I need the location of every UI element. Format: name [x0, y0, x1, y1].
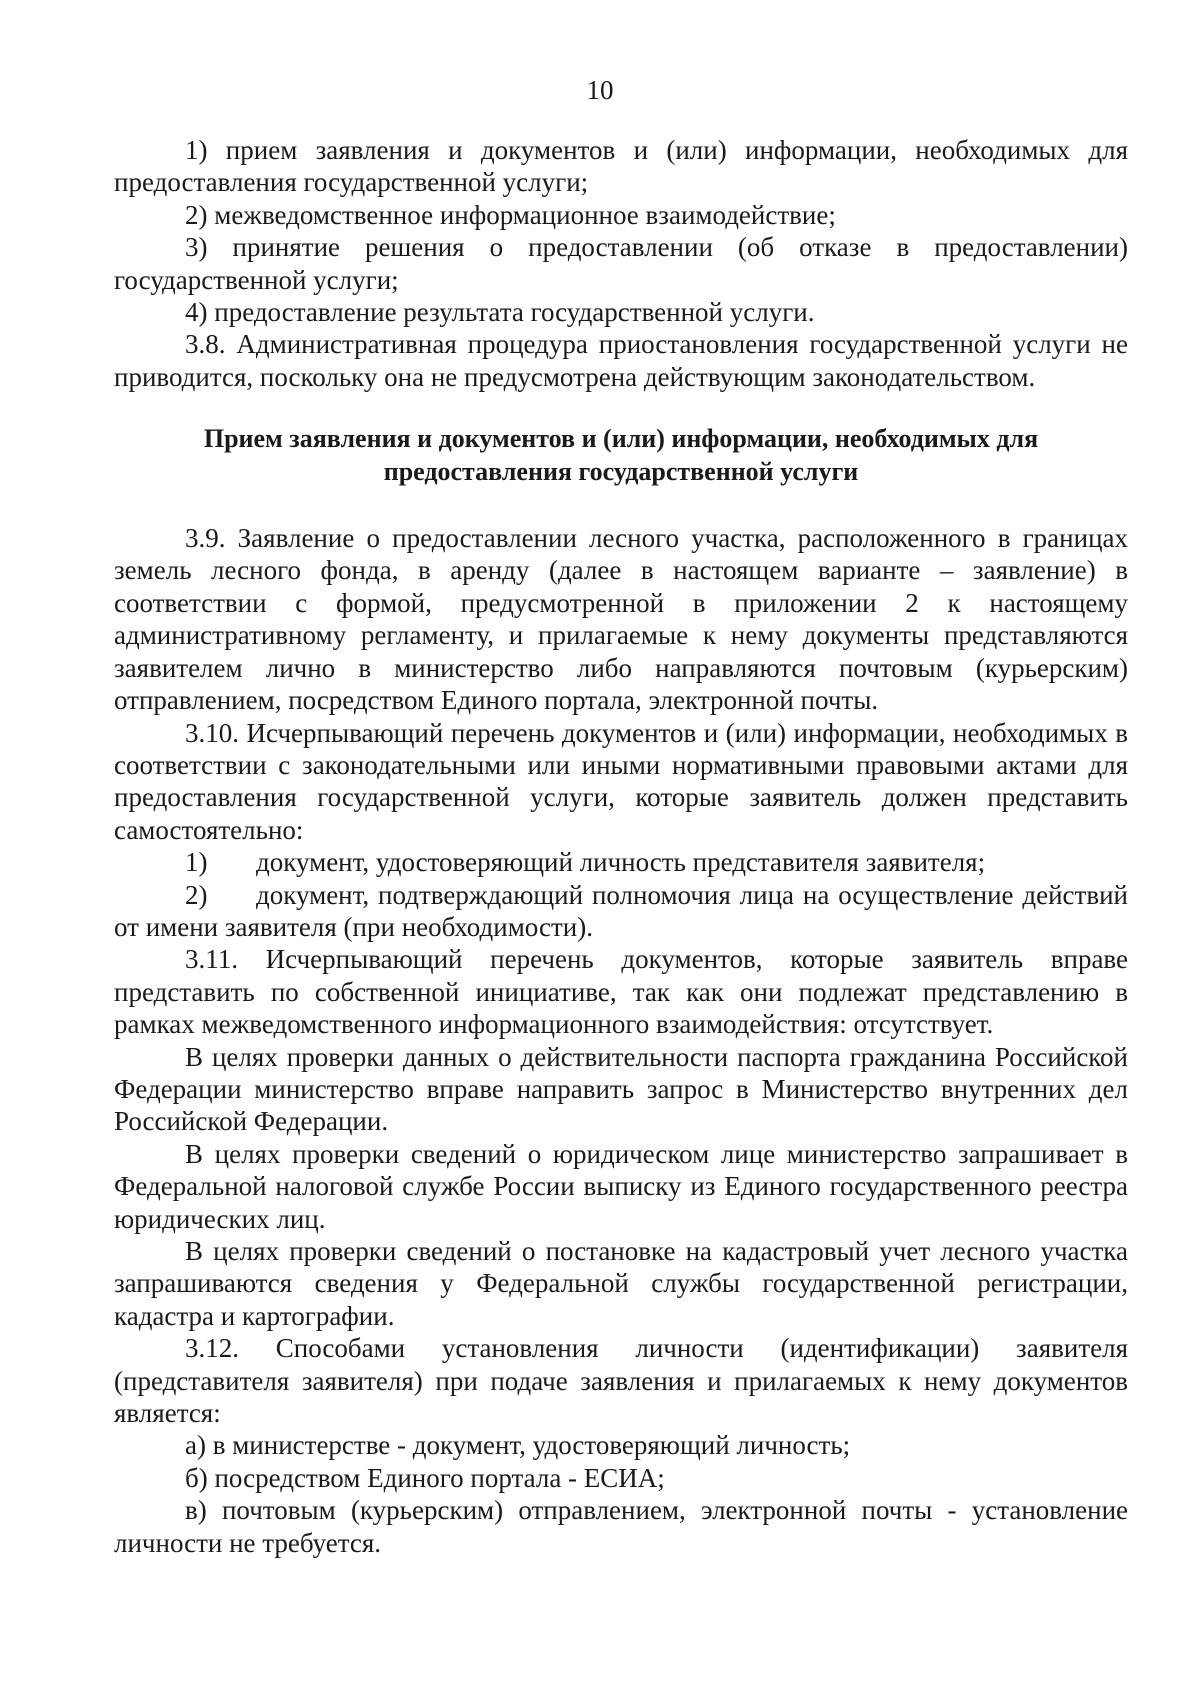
docs-list-item-2 — [114, 879, 1128, 944]
paragraph-3-11: 3.11. Исчерпывающий перечень документов, которые заявитель вправе представить по собственной инициативе, так как они подлежат представлению в рамках межведомственного информационного взаимодействия: отсутствует. — [114, 944, 1128, 1040]
page-number: 10 — [586, 75, 614, 105]
intro-item-1: 1) прием заявления и документов и (или) информации, необходимых для предоставления государственной услуги; — [114, 135, 1128, 198]
paragraph-cadastre-check: В целях проверки сведений о постановке на кадастровый учет лесного участка запрашиваются сведения у Федеральной службы государственной регистрации, кадастра и картографии. — [114, 1236, 1128, 1331]
intro-item-3: 3) принятие решения о предоставлении (об отказе в предоставлении) государственной услуги; — [114, 232, 1128, 295]
docs-list-text: документ, подтверждающий полномочия лица на осуществление действий от имени заявителя (при необходимости). — [114, 879, 1128, 942]
paragraph-passport-check: В целях проверки данных о действительности паспорта гражданина Российской Федерации министерство вправе направить запрос в Министерство внутренних дел Российской Федерации. — [114, 1041, 1128, 1137]
section-heading-line-2: предоставления государственной услуги — [383, 456, 859, 486]
docs-list-number: 2) — [185, 879, 208, 910]
intro-item-4: 4) предоставление результата государственной услуги. — [185, 297, 815, 328]
docs-list-number: 1) — [185, 847, 208, 878]
section-heading-line-1: Прием заявления и документов и (или) информации, необходимых для — [203, 424, 1039, 454]
docs-list-text: документ, удостоверяющий личность представителя заявителя; — [256, 847, 986, 878]
paragraph-legal-entity-check: В целях проверки сведений о юридическом лице министерство запрашивает в Федеральной налоговой службе России выписку из Единого государственного реестра юридических лиц. — [114, 1138, 1128, 1234]
paragraph-3-10: 3.10. Исчерпывающий перечень документов и (или) информации, необходимых в соответствии с законодательными или иными нормативными правовыми актами для предоставления государственной услуги, которые заявитель должен представить самостоятельно: — [114, 717, 1128, 845]
section-heading — [114, 423, 1128, 488]
paragraph-3-8: 3.8. Административная процедура приостановления государственной услуги не приводится, поскольку она не предусмотрена действующим законодательством. — [114, 329, 1128, 392]
intro-item-2: 2) межведомственное информационное взаимодействие; — [185, 199, 836, 230]
paragraph-3-9: 3.9. Заявление о предоставлении лесного участка, расположенного в границах земель лесного фонда, в аренду (далее в настоящем варианте – заявление) в соответствии с формой, предусмотренной в приложении 2 к настоящему административному регламенту, и прилагаемые к нему документы представляются заявителем лично в министерство либо направляются почтовым (курьерским) отправлением, посредством Единого портала, электронной почты. — [114, 523, 1128, 716]
ident-item-a: а) в министерстве - документ, удостоверяющий личность; — [185, 1430, 851, 1461]
paragraph-3-12: 3.12. Способами установления личности (идентификации) заявителя (представителя заявителя) при подаче заявления и прилагаемых к нему документов является: — [114, 1333, 1128, 1429]
ident-item-b: б) посредством Единого портала - ЕСИА; — [185, 1462, 665, 1493]
docs-list-item-1 — [114, 846, 1128, 878]
ident-item-c: в) почтовым (курьерским) отправлением, электронной почты - установление личности не требуется. — [114, 1495, 1128, 1558]
document-body — [114, 134, 1128, 1559]
